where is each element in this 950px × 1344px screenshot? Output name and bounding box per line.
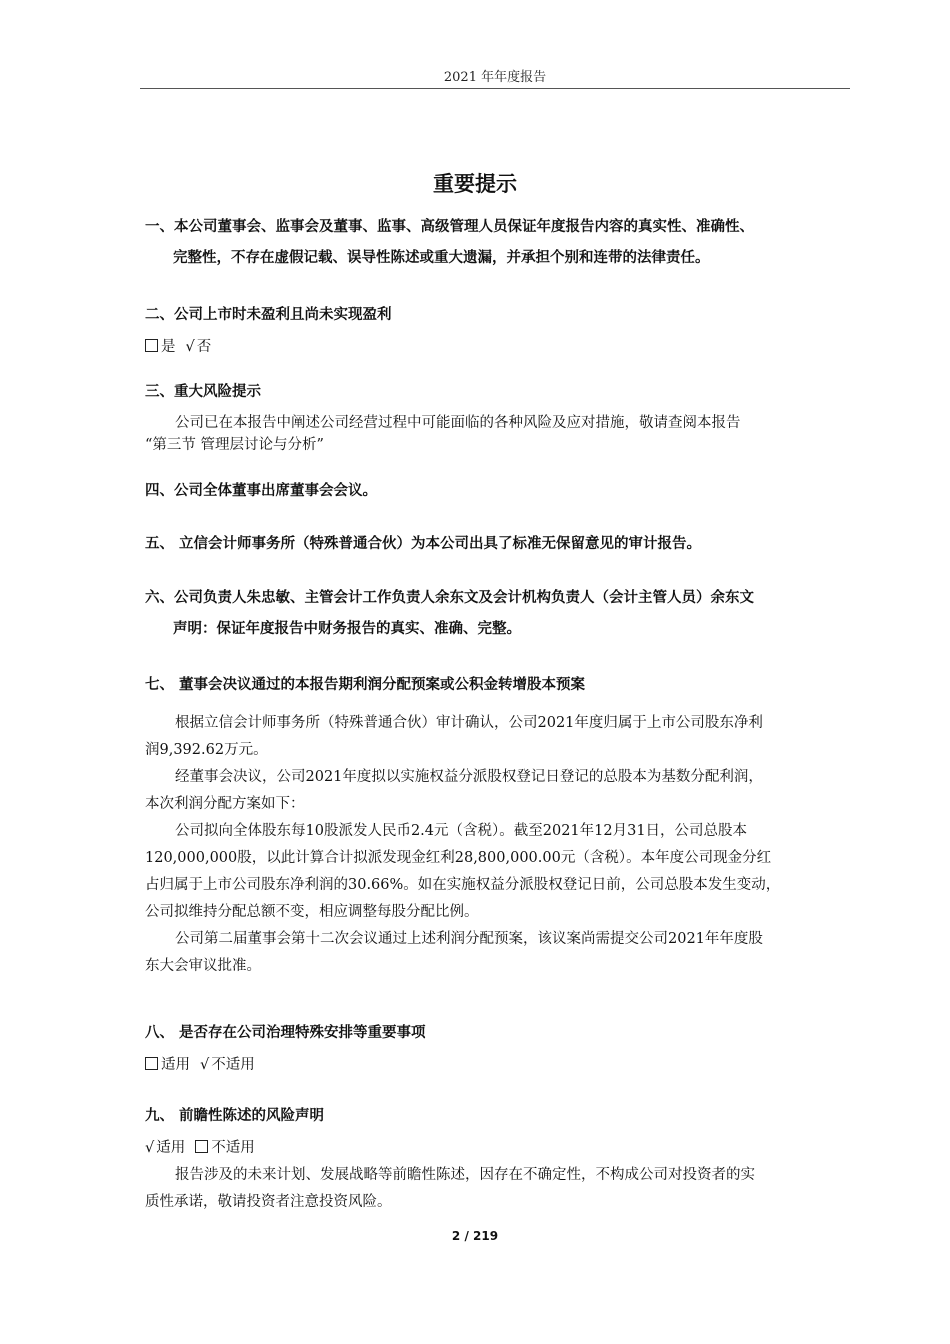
running-header: 2021 年年度报告 (443, 70, 547, 85)
option-yes: 是 (161, 339, 176, 355)
option-not-applicable: 不适用 (211, 1057, 255, 1073)
section-7-p3-line-3: 占归属于上市公司股东净利润的30.66%。如在实施权益分派股权登记日前，公司总股本发生变动， (145, 877, 781, 893)
checkmark-icon: √ (145, 1140, 155, 1156)
section-9-options (145, 1135, 855, 1161)
section-3-line-1: 公司已在本报告中阐述公司经营过程中可能面临的各种风险及应对措施，敬请查阅本报告 (175, 415, 741, 431)
section-3-body (145, 410, 853, 459)
section-7-p3-line-1: 公司拟向全体股东每10股派发人民币2.4元（含税）。截至2021年12月31日，公司总股本 (175, 823, 748, 839)
section-8-heading: 八、 是否存在公司治理特殊安排等重要事项 (145, 1025, 426, 1041)
option-not-applicable: 不适用 (211, 1140, 255, 1156)
section-3-heading: 三、重大风险提示 (145, 384, 261, 400)
checkmark-icon: √ (200, 1057, 210, 1073)
unchecked-box-icon (195, 1140, 208, 1153)
section-2-options (145, 334, 855, 360)
section-2-heading: 二、公司上市时未盈利且尚未实现盈利 (145, 307, 392, 323)
section-9-heading: 九、 前瞻性陈述的风险声明 (145, 1108, 325, 1124)
option-applicable: 适用 (156, 1140, 186, 1156)
section-6 (145, 583, 855, 645)
section-3-line-2: “第三节 管理层讨论与分析” (145, 437, 324, 453)
section-7-p4-line-1: 公司第二届董事会第十二次会议通过上述利润分配预案，该议案尚需提交公司2021年年度股 (175, 931, 763, 947)
section-7-p3-line-4: 公司拟维持分配总额不变，相应调整每股分配比例。 (145, 904, 479, 920)
checkmark-icon: √ (185, 339, 195, 355)
section-6-line-2: 声明：保证年度报告中财务报告的真实、准确、完整。 (173, 621, 521, 637)
section-1 (145, 212, 855, 274)
section-9-body (145, 1162, 853, 1216)
section-7-p1-line-1: 根据立信会计师事务所（特殊普通合伙）审计确认，公司2021年度归属于上市公司股东净利 (175, 715, 763, 731)
page-title: 重要提示 (433, 172, 517, 196)
section-1-line-2: 完整性，不存在虚假记载、误导性陈述或重大遗漏，并承担个别和连带的法律责任。 (173, 250, 710, 266)
unchecked-box-icon (145, 1057, 158, 1070)
section-1-line-1: 一、本公司董事会、监事会及董事、监事、高级管理人员保证年度报告内容的真实性、准确性、 (145, 219, 754, 235)
section-6-line-1: 六、公司负责人朱忠敏、主管会计工作负责人余东文及会计机构负责人（会计主管人员）余东文 (145, 590, 754, 606)
section-9-line-1: 报告涉及的未来计划、发展战略等前瞻性陈述，因存在不确定性，不构成公司对投资者的实 (175, 1167, 755, 1183)
section-7-p3-line-2: 120,000,000股，以此计算合计拟派发现金红利28,800,000.00元（含税）。本年度公司现金分红 (145, 850, 772, 866)
page-number: 2 / 219 (451, 1229, 499, 1243)
unchecked-box-icon (145, 339, 158, 352)
section-9-line-2: 质性承诺，敬请投资者注意投资风险。 (145, 1194, 392, 1210)
section-8-options (145, 1052, 855, 1078)
section-7-heading: 七、 董事会决议通过的本报告期利润分配预案或公积金转增股本预案 (145, 677, 586, 693)
section-7-p1-line-2: 润9,392.62万元。 (145, 742, 268, 758)
section-5-heading: 五、 立信会计师事务所（特殊普通合伙）为本公司出具了标准无保留意见的审计报告。 (145, 536, 702, 552)
section-7-p2-line-1: 经董事会决议，公司2021年度拟以实施权益分派股权登记日登记的总股本为基数分配利润， (175, 769, 763, 785)
header-divider (140, 88, 850, 89)
section-7-body (145, 710, 853, 980)
option-no: 否 (196, 339, 212, 355)
section-7-p4-line-2: 东大会审议批准。 (145, 958, 261, 974)
section-7-p2-line-2: 本次利润分配方案如下： (145, 796, 305, 812)
section-4-heading: 四、公司全体董事出席董事会会议。 (145, 483, 377, 499)
option-applicable: 适用 (161, 1057, 190, 1073)
